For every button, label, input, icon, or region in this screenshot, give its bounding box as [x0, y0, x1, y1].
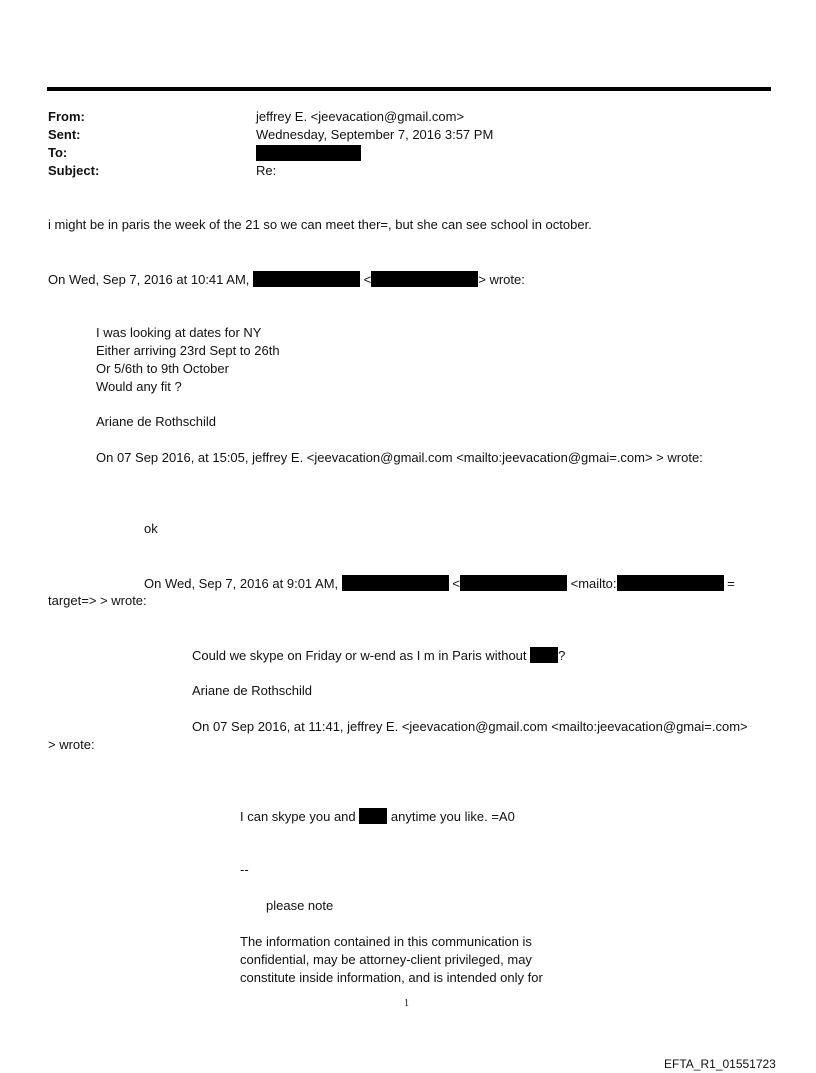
quote1-line: Would any fit ? [96, 379, 182, 394]
quote2-intro: On 07 Sep 2016, at 15:05, jeffrey E. <jeevacation@gmail.com <mailto:jeevacation@gmai=.com> > wrote: [96, 450, 703, 465]
document-id: EFTA_R1_01551723 [664, 1057, 776, 1071]
disclaimer-line: constitute inside information, and is intended only for [240, 970, 543, 985]
sent-label: Sent: [48, 127, 81, 142]
redaction-box [460, 575, 567, 591]
reply-text: i might be in paris the week of the 21 so we can meet ther=, but she can see school in october. [48, 217, 592, 232]
quote4-text-main: I can skype you and [240, 809, 356, 824]
quote1-line: Either arriving 23rd Sept to 26th [96, 343, 280, 358]
quote3-signature: Ariane de Rothschild [192, 683, 312, 698]
subject-label: Subject: [48, 163, 100, 178]
signature-dash: -- [240, 862, 249, 877]
quote1-line: Or 5/6th to 9th October [96, 361, 229, 376]
quote4-text [240, 808, 515, 825]
quote4-intro: On 07 Sep 2016, at 11:41, jeffrey E. <jeevacation@gmail.com <mailto:jeevacation@gmai=.com> [192, 719, 748, 734]
quote1-signature: Ariane de Rothschild [96, 414, 216, 429]
to-value [256, 145, 361, 162]
redaction-box [530, 647, 558, 663]
page-number: 1 [404, 998, 409, 1009]
redaction-box [371, 271, 478, 287]
quote3-text [192, 647, 565, 664]
quote3-text-main: Could we skype on Friday or w-end as I m in Paris without [192, 648, 527, 663]
redaction-box [342, 575, 449, 591]
sent-value: Wednesday, September 7, 2016 3:57 PM [256, 127, 494, 142]
header-rule [47, 87, 771, 91]
quote3-text-end: ? [558, 648, 566, 663]
quote3-intro-lt: < [452, 576, 461, 591]
quote3-intro-mailto: <mailto: [570, 576, 617, 591]
quote4-text-end: anytime you like. =A0 [390, 809, 515, 824]
quote3-intro-eq: = [727, 576, 735, 591]
quote2-text: ok [144, 521, 158, 536]
quote1-intro [48, 271, 525, 288]
redaction-box [256, 145, 361, 161]
redaction-box [617, 575, 724, 591]
redaction-box [253, 271, 360, 287]
from-value: jeffrey E. <jeevacation@gmail.com> [256, 109, 465, 124]
redaction-box [359, 808, 387, 824]
to-label: To: [48, 145, 68, 160]
please-note: please note [266, 898, 334, 913]
quote1-line: I was looking at dates for NY [96, 325, 262, 340]
subject-value: Re: [256, 163, 277, 178]
quote3-intro [144, 575, 735, 592]
disclaimer-line: confidential, may be attorney-client privileged, may [240, 952, 532, 967]
quote1-intro-lt: < [363, 272, 372, 287]
quote4-intro-wrap: > wrote: [48, 737, 95, 752]
from-label: From: [48, 109, 85, 124]
quote1-intro-end: > wrote: [478, 272, 525, 287]
quote3-intro-text: On Wed, Sep 7, 2016 at 9:01 AM, [144, 576, 339, 591]
disclaimer-line: The information contained in this communication is [240, 934, 532, 949]
quote1-intro-text: On Wed, Sep 7, 2016 at 10:41 AM, [48, 272, 250, 287]
quote3-intro-wrap: target=> > wrote: [48, 593, 147, 608]
